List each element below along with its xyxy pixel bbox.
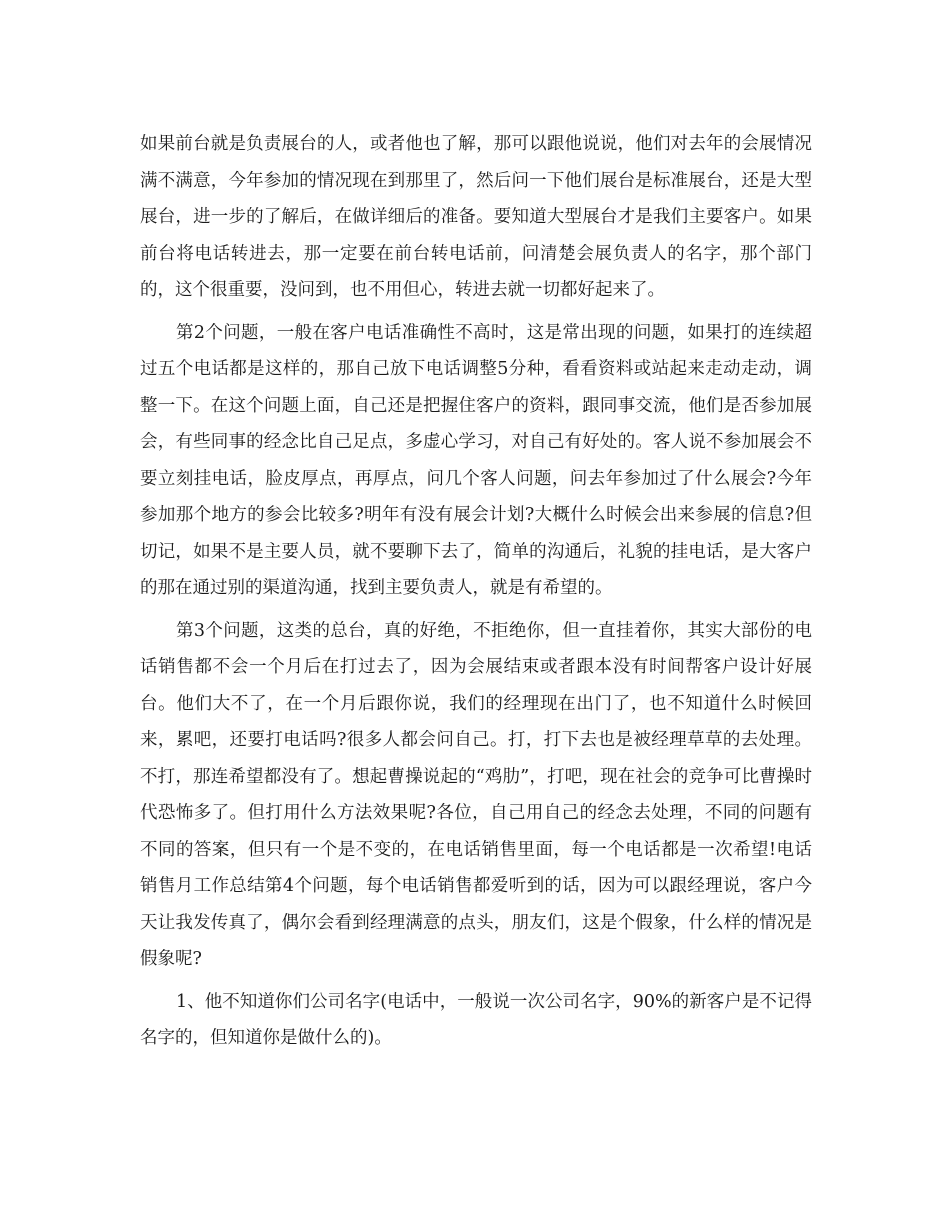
document-body [140, 126, 812, 1063]
paragraph-2: 第2个问题，一般在客户电话准确性不高时，这是常出现的问题，如果打的连续超过五个电话都是这样的，那自己放下电话调整5分种，看看资料或站起来走动走动，调整一下。在这个问题上面，自己还是把握住客户的资料，跟同事交流，他们是否参加展会，有些同事的经念比自己足点，多虚心学习，对自己有好处的。客人说不参加展会不要立刻挂电话，脸皮厚点，再厚点，问几个客人问题，问去年参加过了什么展会?今年参加那个地方的参会比较多?明年有没有展会计划?大概什么时候会出来参展的信息?但切记，如果不是主要人员，就不要聊下去了，简单的沟通后，礼貌的挂电话，是大客户的那在通过别的渠道沟通，找到主要负责人，就是有希望的。 [140, 322, 812, 598]
paragraph-1: 如果前台就是负责展台的人，或者他也了解，那可以跟他说说，他们对去年的会展情况满不满意，今年参加的情况现在到那里了，然后问一下他们展台是标准展台，还是大型展台，进一步的了解后，在做详细后的准备。要知道大型展台才是我们主要客户。如果前台将电话转进去，那一定要在前台转电话前，问清楚会展负责人的名字，那个部门的，这个很重要，没问到，也不用但心，转进去就一切都好起来了。 [140, 134, 812, 300]
paragraph-4: 1、他不知道你们公司名字(电话中，一般说一次公司名字，90%的新客户是不记得名字的，但知道你是做什么的)。 [140, 991, 812, 1048]
paragraph-3: 第3个问题，这类的总台，真的好绝，不拒绝你，但一直挂着你，其实大部份的电话销售都不会一个月后在打过去了，因为会展结束或者跟本没有时间帮客户设计好展台。他们大不了，在一个月后跟你说，我们的经理现在出门了，也不知道什么时候回来，累吧，还要打电话吗?很多人都会问自己。打，打下去也是被经理草草的去处理。不打，那连希望都没有了。想起曹操说起的“鸡肋”，打吧，现在社会的竞争可比曹操时代恐怖多了。但打用什么方法效果呢?各位，自己用自己的经念去处理，不同的问题有不同的答案，但只有一个是不变的，在电话销售里面，每一个电话都是一次希望!电话销售月工作总结第4个问题，每个电话销售都爱听到的话，因为可以跟经理说，客户今天让我发传真了，偶尔会看到经理满意的点头，朋友们，这是个假象，什么样的情况是假象呢? [140, 620, 812, 969]
